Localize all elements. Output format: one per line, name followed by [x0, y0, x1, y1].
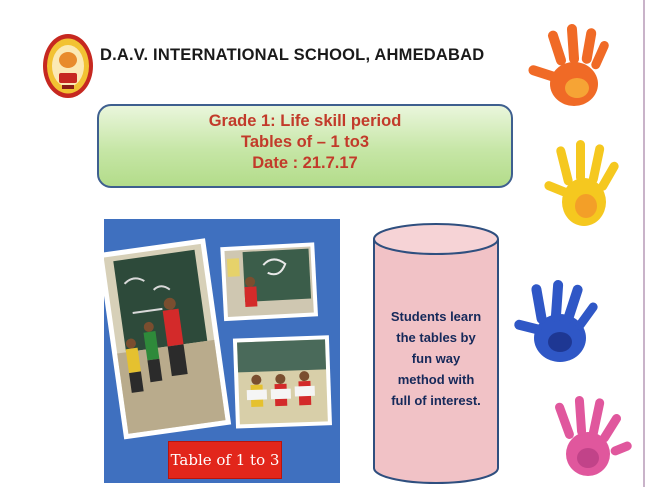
cylinder-line: full of interest. — [391, 393, 481, 408]
orange-hand-print — [522, 18, 612, 118]
classroom-board-photo — [104, 238, 231, 439]
cylinder-line: method with — [397, 372, 475, 387]
school-name: D.A.V. INTERNATIONAL SCHOOL, AHMEDABAD — [100, 46, 485, 64]
boy-at-board-photo — [220, 242, 318, 321]
tables-title: Tables of – 1 to3 — [240, 133, 370, 151]
collage-caption: Table of 1 to 3 — [168, 441, 282, 479]
cylinder-line: the tables by — [396, 330, 476, 345]
date-title: Date : 21.7.17 — [252, 154, 358, 172]
students-with-papers-photo — [233, 335, 332, 428]
pink-hand-print — [546, 392, 632, 484]
cylinder-text — [372, 306, 500, 411]
blue-hand-print — [512, 276, 604, 376]
title-box — [97, 104, 513, 188]
slide-border-line — [643, 0, 645, 487]
cylinder-line: fun way — [411, 351, 461, 366]
cylinder-line: Students learn — [390, 309, 482, 324]
grade-title: Grade 1: Life skill period — [208, 112, 402, 130]
yellow-hand-print — [542, 136, 624, 236]
school-crest-logo — [42, 33, 94, 99]
